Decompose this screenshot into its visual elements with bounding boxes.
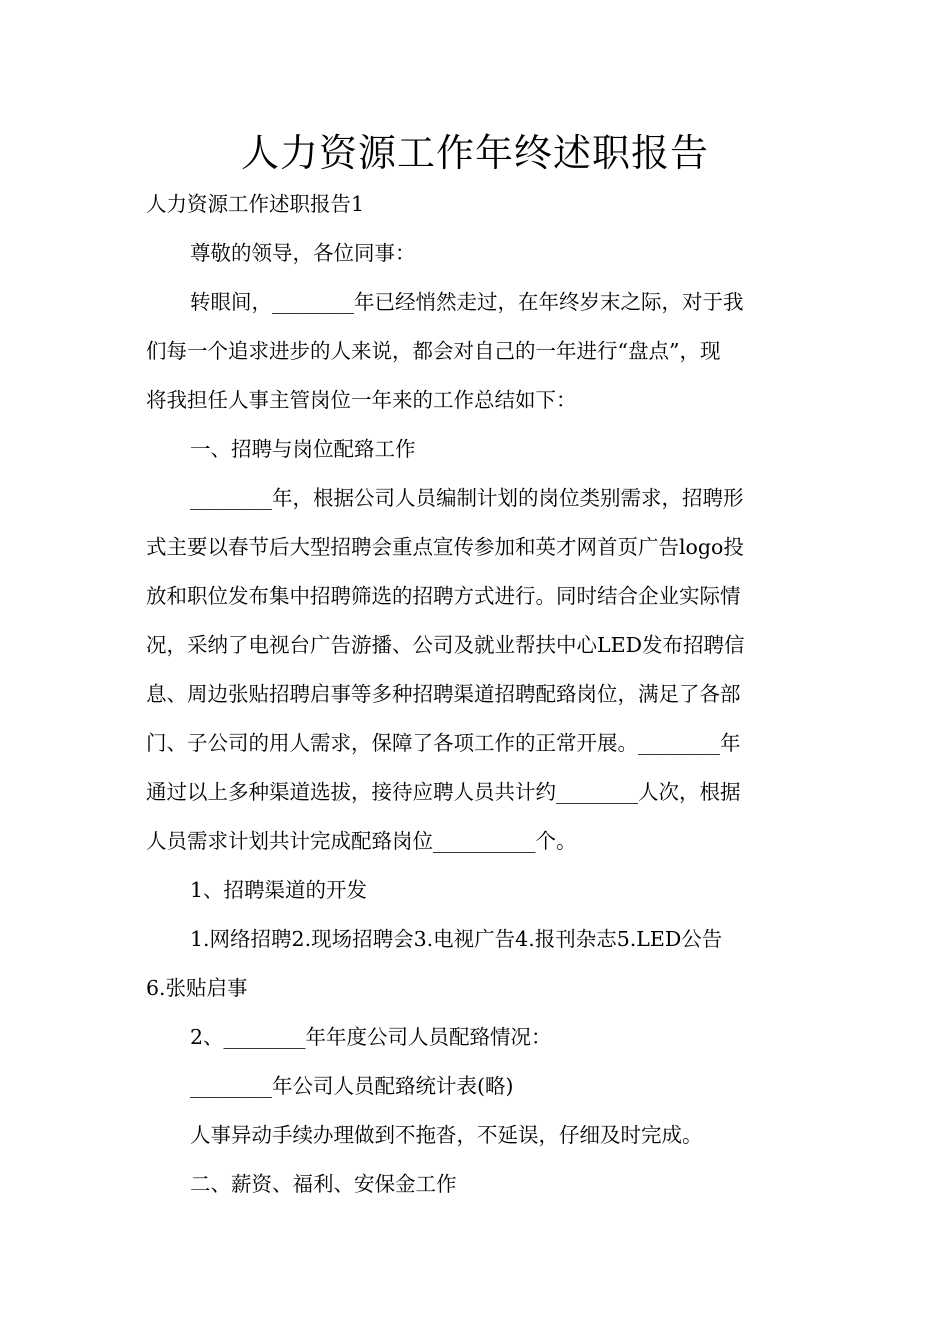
paragraph-line: 转眼间，________年已经悄然走过，在年终岁末之际，对于我 [190,290,744,314]
paragraph-line: 人员需求计划共计完成配臵岗位__________个。 [146,829,577,853]
paragraph-line: 们每一个追求进步的人来说，都会对自己的一年进行“盘点”，现 [146,339,721,363]
paragraph-line: 息、周边张贴招聘启事等多种招聘渠道招聘配臵岗位，满足了各部 [146,682,741,706]
paragraph-line: 将我担任人事主管岗位一年来的工作总结如下： [146,388,577,412]
section-heading: 二、薪资、福利、安保金工作 [190,1172,457,1196]
paragraph-line: 通过以上多种渠道选拔，接待应聘人员共计约________人次，根据 [146,780,741,804]
document-title: 人力资源工作年终述职报告 [240,131,709,175]
paragraph-line: 6.张贴启事 [146,976,248,1000]
paragraph-line: 况，采纳了电视台广告游播、公司及就业帮扶中心LED发布招聘信 [146,633,745,657]
subsection-heading: 2、________年年度公司人员配臵情况： [190,1025,552,1049]
paragraph-line: ________年，根据公司人员编制计划的岗位类别需求，招聘形 [190,486,744,510]
greeting-line: 尊敬的领导，各位同事： [190,241,416,265]
paragraph-line: 人事异动手续办理做到不拖沓，不延误，仔细及时完成。 [190,1123,703,1147]
report-subtitle: 人力资源工作述职报告1 [146,192,365,216]
section-heading: 一、招聘与岗位配臵工作 [190,437,416,461]
subsection-heading: 1、招聘渠道的开发 [190,878,368,902]
paragraph-line: 放和职位发布集中招聘筛选的招聘方式进行。同时结合企业实际情 [146,584,741,608]
paragraph-line: ________年公司人员配臵统计表(略) [190,1074,514,1098]
document-body [146,180,806,1209]
paragraph-line: 式主要以春节后大型招聘会重点宣传参加和英才网首页广告logo投 [146,535,744,559]
paragraph-line: 门、子公司的用人需求，保障了各项工作的正常开展。________年 [146,731,741,755]
paragraph-line: 1.网络招聘2.现场招聘会3.电视广告4.报刊杂志5.LED公告 [190,927,723,951]
